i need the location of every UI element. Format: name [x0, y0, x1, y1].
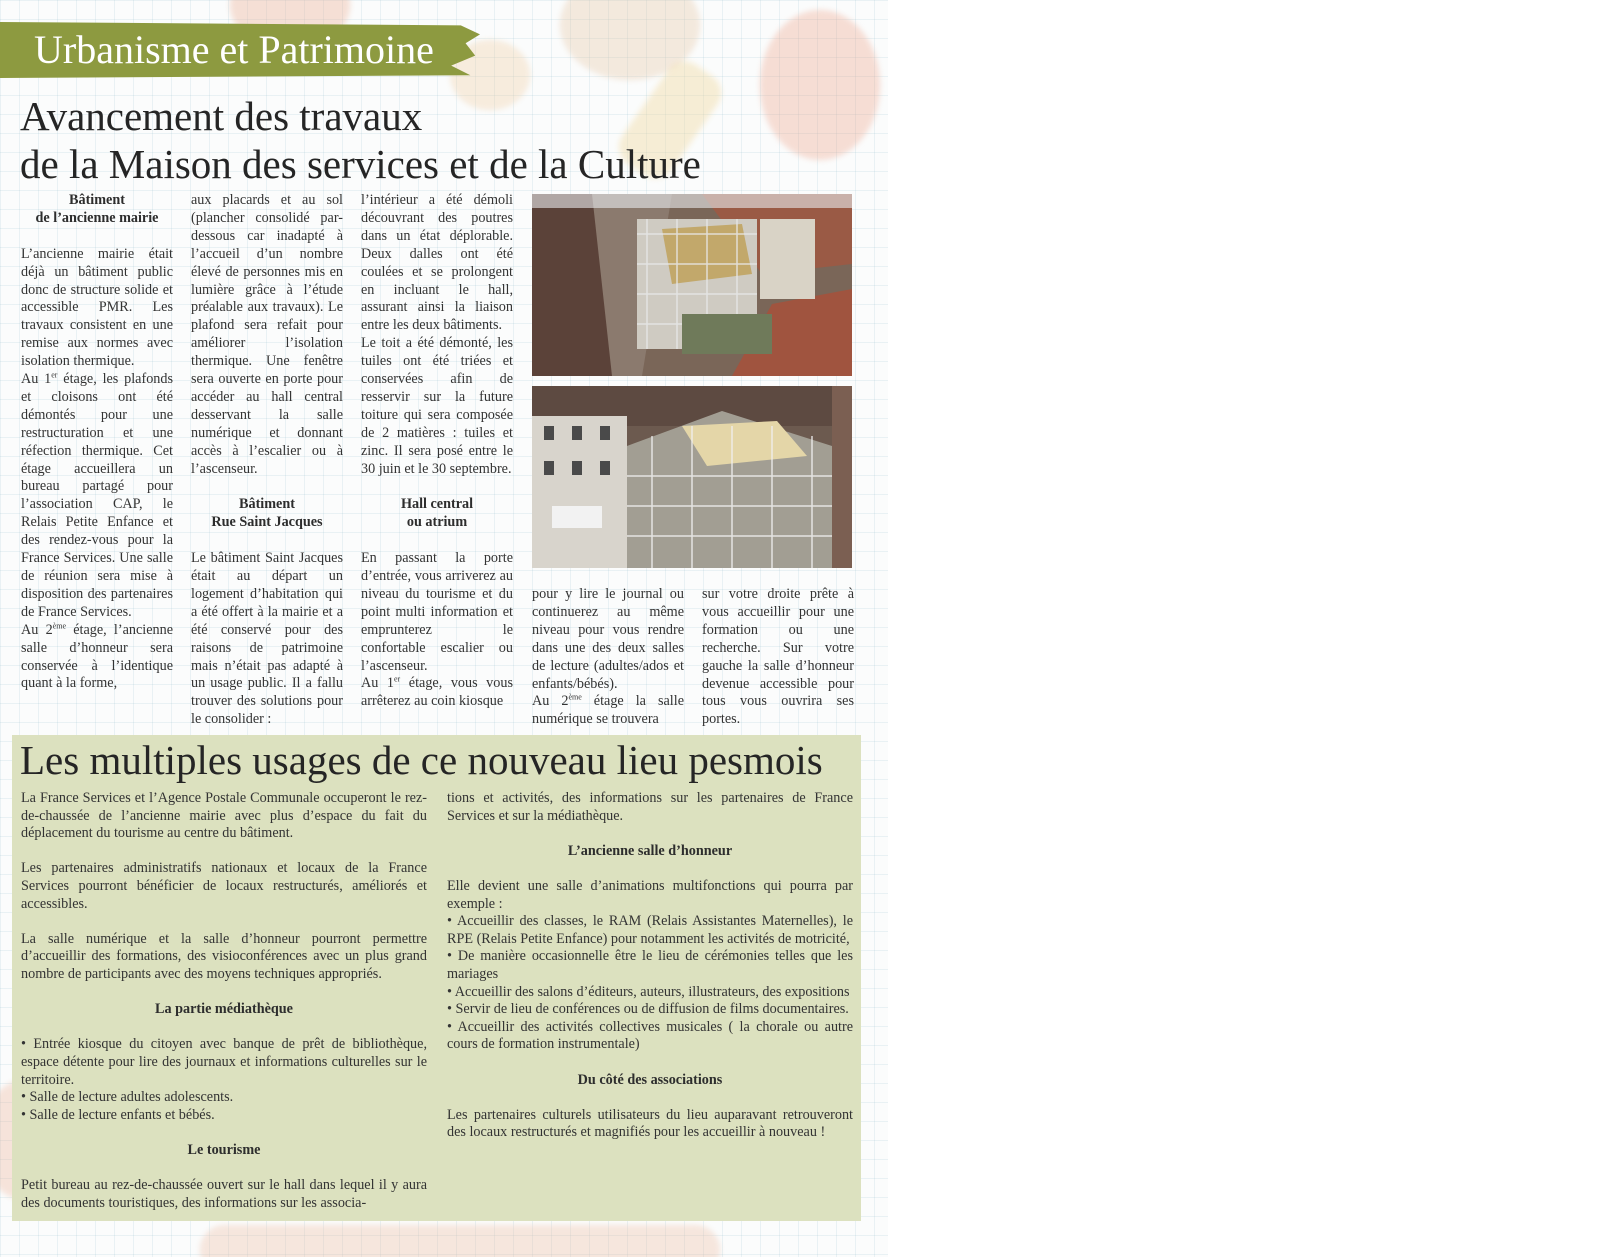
article-title-line2: de la Maison des services et de la Culture: [20, 141, 701, 187]
list-item: • De manière occasionnelle être le lieu de cérémonies telles que les mariages: [447, 948, 853, 982]
paragraph: L’ancienne mairie était déjà un bâtiment public donc de structure solide et accessible PMR. Les travaux consistent en une remise aux normes avec isolation thermique.: [21, 245, 173, 370]
background-leaf-decoration: [200, 1225, 720, 1257]
paragraph: Petit bureau au rez-de-chaussée ouvert sur le hall dans lequel il y aura des documents touristiques, des informations sur les associa-: [21, 1177, 427, 1211]
subheading: Le tourisme: [187, 1141, 261, 1158]
subheading: de l’ancienne mairie: [35, 209, 159, 226]
subheading: ou atrium: [406, 514, 468, 531]
paragraph: Elle devient une salle d’animations multifonctions qui pourra par exemple :: [447, 877, 853, 912]
list-item: • Servir de lieu de conférences ou de diffusion de films documentaires.: [447, 1001, 849, 1018]
paragraph: Au 1er étage, les plafonds et cloisons ont été démontés pour une restructuration et une réfection thermique. Cet étage accueillera un bureau partagé pour l’association CAP, le Relais Petite Enfance et des rendez-vous pour la France Services. Une salle de réunion sera mise à disposition des partenaires de France Services.: [21, 370, 173, 620]
paragraph: l’intérieur a été démoli découvrant des poutres dans un état déplorable. Deux dalles ont été coulées et se prolongent en incluant le hall, assurant ainsi la liaison entre les deux bâtiments.: [361, 192, 513, 334]
list-item: • Entrée kiosque du citoyen avec banque de prêt de bibliothèque, espace détente pour lire des journaux et informations culturelles sur le territoire.: [21, 1036, 427, 1088]
paragraph: Au 2ème étage la salle numérique se trouvera: [532, 692, 684, 728]
paragraph: pour y lire le journal ou continuerez au même niveau pour vous rendre dans une des deux salles de lecture (adultes/ados et enfants/bébés).: [532, 586, 684, 692]
article-column-5: [702, 586, 854, 729]
paragraph: Au 2ème étage, l’ancienne salle d’honneur sera conservée à l’identique quant à la forme,: [21, 621, 173, 692]
paragraph: Au 1er étage, vous vous arrêterez au coin kiosque: [361, 674, 513, 710]
paragraph: tions et activités, des informations sur les partenaires de France Services et sur la médiathèque.: [447, 790, 853, 824]
article-column-4: [532, 586, 684, 729]
usages-left-column: [21, 790, 427, 1212]
article-title-line1: Avancement des travaux: [20, 93, 423, 139]
list-item: • Salle de lecture enfants et bébés.: [21, 1106, 215, 1123]
list-item: • Accueillir des salons d’éditeurs, auteurs, illustrateurs, des expositions: [447, 983, 850, 1000]
paragraph: Les partenaires administratifs nationaux et locaux de la France Services pourront bénéficier de locaux restructurés, améliorés et accessibles.: [21, 860, 427, 912]
article-column-2: [191, 192, 343, 729]
paragraph: Les partenaires culturels utilisateurs du lieu auparavant retrouveront des locaux restructurés et magnifiés pour les accueillir à nouveau !: [447, 1106, 853, 1141]
list-item: • Accueillir des classes, le RAM (Relais Assistantes Maternelles), le RPE (Relais Petite Enfance) pour notamment les activités de motricité,: [447, 913, 853, 947]
construction-photo-aerial-1: [532, 194, 852, 376]
paragraph: sur votre droite prête à vous accueillir pour une formation ou une recherche. Sur votre gauche la salle d’honneur devenue accessible pour tous vous ouvrira ses portes.: [702, 586, 854, 728]
list-item: • Salle de lecture adultes adolescents.: [21, 1089, 234, 1106]
article-title: [20, 92, 880, 188]
subheading: Hall central: [400, 496, 474, 513]
subheading: Du côté des associations: [577, 1071, 723, 1088]
list-item: • Accueillir des activités collectives musicales ( la chorale ou autre cours de formation instrumentale): [447, 1018, 853, 1053]
section-banner-label: Urbanisme et Patrimoine: [34, 27, 434, 72]
article-column-1: [21, 192, 173, 693]
paragraph: La France Services et l’Agence Postale Communale occuperont le rez-de-chaussée de l’ancienne mairie avec plus d’espace du fait du déplacement du tourisme au centre du bâtiment.: [21, 790, 427, 842]
subheading: La partie médiathèque: [155, 1001, 293, 1018]
usages-right-column: [447, 790, 853, 1142]
paragraph: En passant la porte d’entrée, vous arriverez au niveau du tourisme et du point multi information et emprunterez le confortable escalier ou l’ascenseur.: [361, 550, 513, 674]
article-column-3: [361, 192, 513, 711]
subheading: L’ancienne salle d’honneur: [567, 842, 733, 859]
subheading: Rue Saint Jacques: [211, 514, 323, 531]
subheading: Bâtiment: [239, 496, 295, 513]
usages-title: Les multiples usages de ce nouveau lieu pesmois: [20, 737, 823, 783]
paragraph: La salle numérique et la salle d’honneur pourront permettre d’accueillir des formations, des visioconférences avec un plus grand nombre de participants avec des moyens techniques appropriés.: [21, 930, 427, 982]
paragraph: aux placards et au sol (plancher consolidé par-dessous car inadapté à l’accueil d’un nombre élevé de personnes mis en lumière grâce à l’étude préalable aux travaux). Le plafond sera refait pour améliorer l’isolation thermique. Une fenêtre sera ouverte en porte pour accéder au hall central desservant la salle numérique et donnant accès à l’escalier ou à l’ascenseur.: [191, 192, 343, 477]
subheading: Bâtiment: [69, 192, 125, 208]
paragraph: Le bâtiment Saint Jacques était au départ un logement d’habitation qui a été offert à la mairie et a été conservé pour des raisons de patrimoine mais n’était pas adapté à un usage public. Il a fallu trouver des solutions pour le consolider :: [191, 550, 343, 728]
construction-photo-aerial-2: [532, 386, 852, 568]
paragraph: Le toit a été démonté, les tuiles ont été triées et conservées afin de resservir sur la future toiture qui sera composée de 2 matières : tuiles et zinc. Il sera posé entre le 30 juin et le 30 septembre.: [361, 335, 513, 477]
